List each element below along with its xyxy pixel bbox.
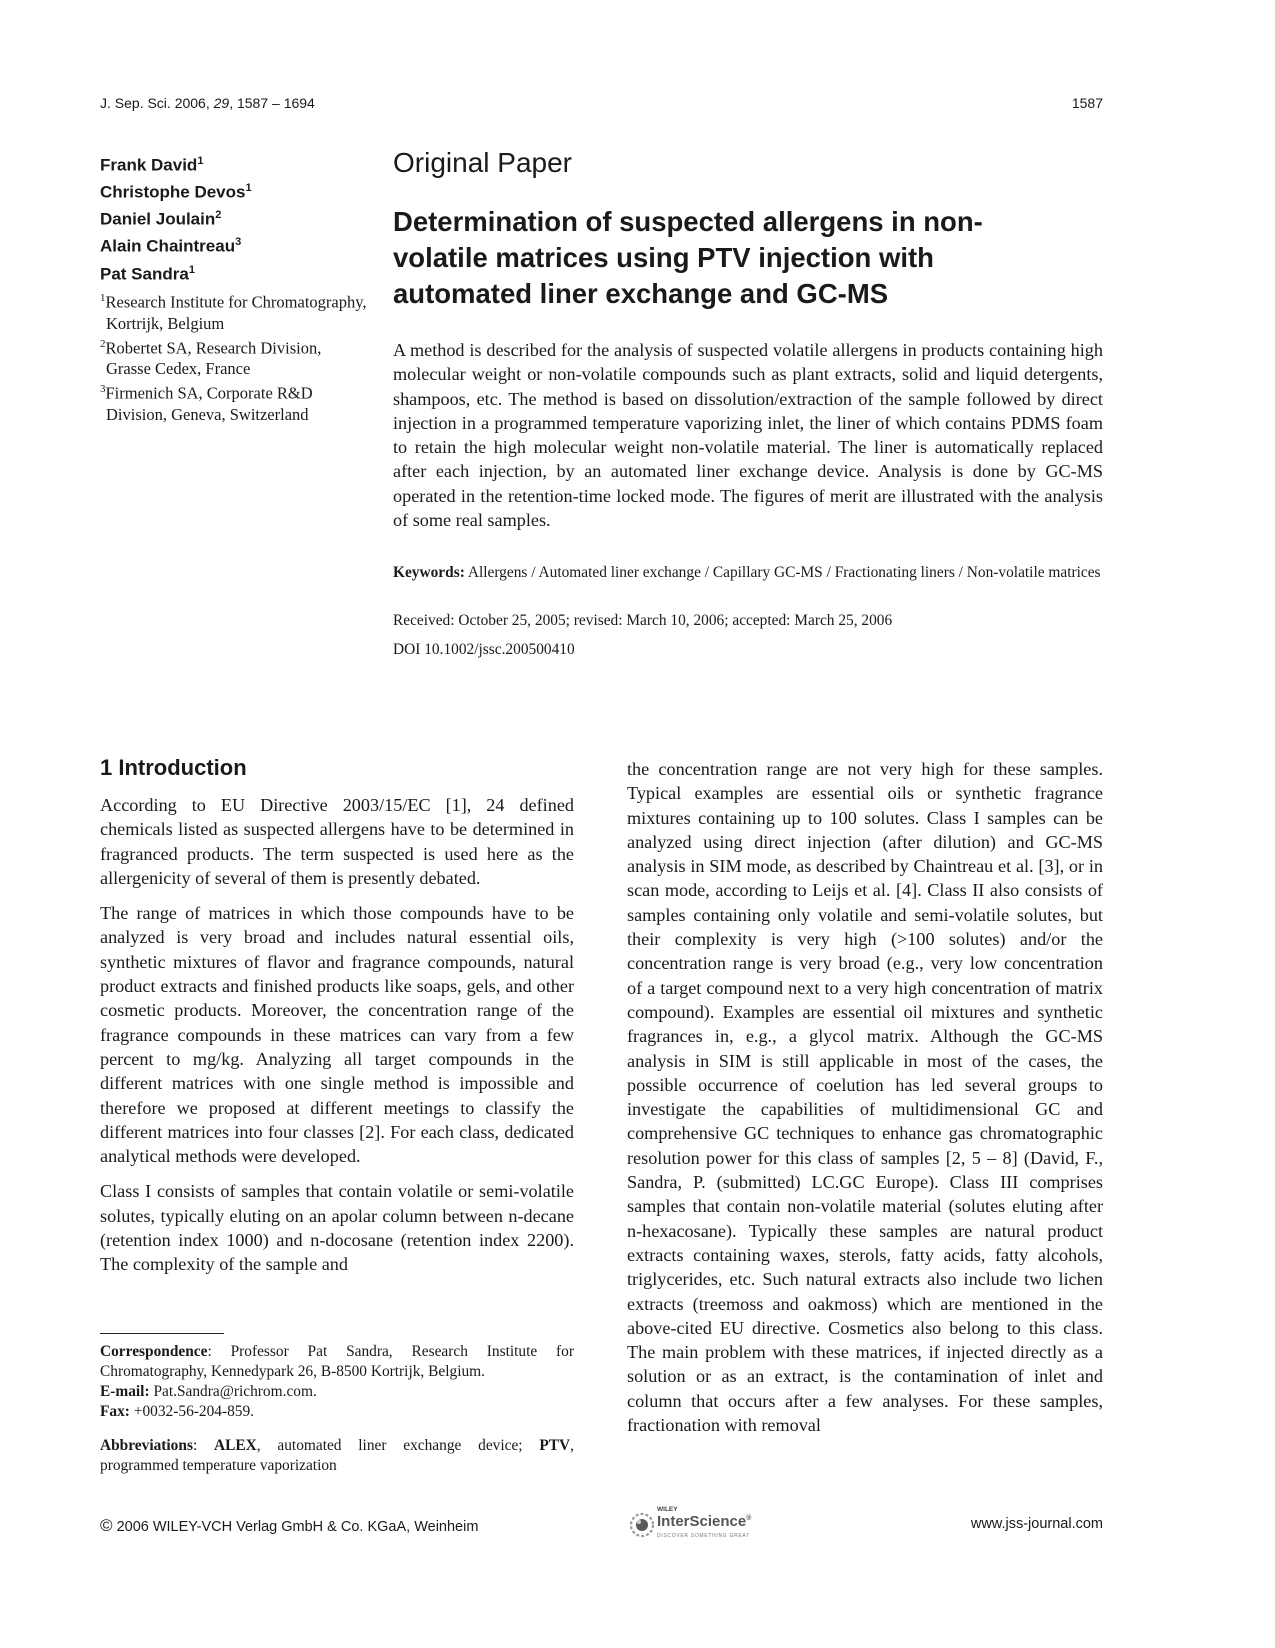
author: Frank David$^1$	[100, 155, 204, 175]
journal-pages: , 1587 – 1694	[229, 95, 315, 111]
logo-interscience-text: InterScience®	[657, 1513, 752, 1530]
abbreviations-note: Abbreviations: ALEX, automated liner exchange device; PTV, programmed temperature vaporization	[100, 1437, 574, 1474]
author-list	[100, 150, 370, 286]
section-heading-introduction: 1 Introduction	[100, 755, 247, 780]
logo-wiley-text: WILEY	[657, 1506, 678, 1513]
left-column-text	[100, 793, 574, 1288]
paper-title: Determination of suspected allergens in non-volatile matrices using PTV injection with automated liner exchange and GC-MS	[393, 206, 983, 309]
paragraph: the concentration range are not very high for these samples. Typical examples are essential oils or synthetic fragrance mixtures containing up to 100 solutes. Class I samples can be analyzed using direct injection (after dilution) and GC-MS analysis in SIM mode, as described by Chaintreau et al. [3], or in scan mode, according to Leijs et al. [4]. Class II also consists of samples containing only volatile and semi-volatile solutes, but their complexity is very high (>100 solutes) and/or the concentration range is very broad (e.g., very low concentration of a target compound next to a very high concentration of matrix compound). Examples are essential oil mixtures and synthetic fragrances in, e.g., a glycol matrix. Although the GC-MS analysis in SIM is still applicable in most of the cases, the possible occurrence of coelution has led several groups to investigate the capabilities of multidimensional GC and comprehensive GC techniques to enhance gas chromatographic resolution power for this class of samples [2, 5 – 8] (David, F., Sandra, P. (submitted) LC.GC Europe). Class III comprises samples that contain non-volatile material (solutes eluting after n-hexacosane). Typically these samples are natural product extracts containing waxes, sterols, fatty acids, fatty alcohols, triglycerides, etc. Such natural extracts also include two lichen extracts (treemoss and oakmoss) which are mentioned in the above-cited EU directive. Cosmetics also belong to this class. The main problem with these matrices, if injected directly as a solution or as an extract, is the contamination of inlet and column that occurs after a few analyses. For these samples, fractionation with removal	[627, 759, 1103, 1436]
journal-abbrev: J. Sep. Sci. 2006,	[100, 95, 210, 111]
keywords-text: Allergens / Automated liner exchange / Capillary GC-MS / Fractionating liners / Non-volatile matrices	[467, 564, 1101, 581]
fax-number: +0032-56-204-859.	[133, 1403, 255, 1420]
footnote-divider	[100, 1333, 224, 1334]
affiliation: $^2$Robertet SA, Research Division, Grasse Cedex, France	[100, 337, 322, 378]
keywords	[393, 563, 1103, 583]
copyright: © 2006 WILEY-VCH Verlag GmbH & Co. KGaA, Weinheim	[100, 1516, 479, 1535]
journal-reference	[100, 95, 315, 111]
logo-tagline: DISCOVER SOMETHING GREAT	[657, 1533, 750, 1539]
paragraph: According to EU Directive 2003/15/EC [1], 24 defined chemicals listed as suspected allergens have to be determined in fragranced products. The term suspected is used here as the allergenicity of several of them is presently debated.	[100, 795, 574, 888]
author: Alain Chaintreau$^3$	[100, 236, 242, 257]
affiliation: $^1$Research Institute for Chromatography, Kortrijk, Belgium	[100, 292, 367, 333]
page-number: 1587	[1071, 95, 1103, 111]
correspondence-note: Correspondence: Professor Pat Sandra, Research Institute for Chromatography, Kennedypark 26, B-8500 Kortrijk, Belgium. E-mail: Pat.Sandra@richrom.com. Fax: +0032-56-204-859.	[100, 1343, 574, 1420]
abstract: A method is described for the analysis of suspected volatile allergens in products containing high molecular weight or non-volatile compounds such as plant extracts, solid and liquid detergents, shampoos, etc. The method is based on dissolution/extraction of the sample followed by direct injection in a programmed temperature vaporizing inlet, the liner of which contains PDMS foam to retain the high molecular weight non-volatile material. The liner is automatically replaced after each injection, by an automated liner exchange device. Analysis is done by GC-MS operated in the retention-time locked mode. The figures of merit are illustrated with the analysis of some real samples.	[393, 340, 1103, 531]
page-footer	[100, 1506, 1103, 1546]
right-column-text	[627, 757, 1103, 1437]
paragraph: The range of matrices in which those compounds have to be analyzed is very broad and includes natural essential oils, synthetic mixtures of flavor and fragrance compounds, natural product extracts and finished products like soaps, gels, and other cosmetic products. Moreover, the concentration range of the fragrance compounds in these matrices can vary from a few percent to mg/kg. Analyzing all target compounds in the different matrices with one single method is impossible and therefore we proposed at different meetings to classify the different matrices into four classes [2]. For each class, dedicated analytical methods were developed.	[100, 903, 574, 1167]
journal-volume: 29	[213, 95, 230, 111]
keywords-label: Keywords:	[393, 564, 465, 581]
footnotes	[100, 1342, 574, 1476]
email-address: Pat.Sandra@richrom.com.	[153, 1383, 317, 1400]
doi: DOI 10.1002/jssc.200500410	[393, 641, 575, 658]
affiliation-list	[100, 288, 370, 425]
wiley-interscience-logo	[625, 1506, 775, 1544]
paragraph: Class I consists of samples that contain volatile or semi-volatile solutes, typically eluting on an apolar column between n-decane (retention index 1000) and n-docosane (retention index 2200). The complexity of the sample and	[100, 1181, 574, 1275]
running-header	[100, 95, 1103, 115]
journal-url[interactable]: www.jss-journal.com	[970, 1516, 1103, 1532]
affiliation: $^3$Firmenich SA, Corporate R&D Division, Geneva, Switzerland	[100, 383, 313, 424]
author: Daniel Joulain$^2$	[100, 209, 222, 229]
submission-history: Received: October 25, 2005; revised: March 10, 2006; accepted: March 25, 2006	[393, 612, 893, 629]
copyright-symbol: ©	[100, 1516, 113, 1535]
author: Pat Sandra$^1$	[100, 263, 195, 284]
author: Christophe Devos$^1$	[100, 182, 252, 202]
paper-type-label: Original Paper	[393, 147, 572, 178]
